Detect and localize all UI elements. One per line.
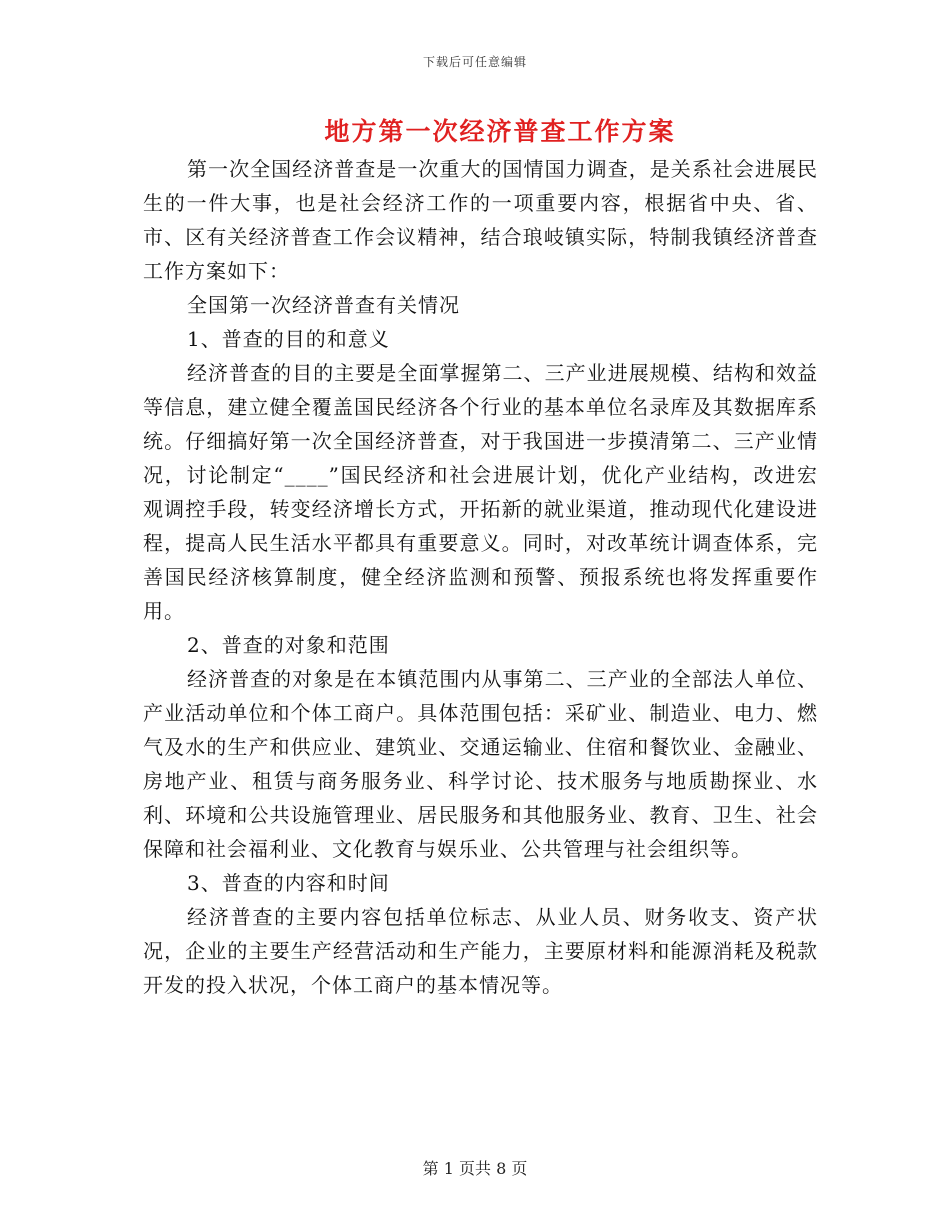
subsection-heading-content: 3、普查的内容和时间 [187,871,390,895]
page-number: 第 1 页共 8 页 [422,1159,528,1178]
document-title: 地方第一次经济普查工作方案 [324,117,676,146]
paragraph-content: 经济普查的主要内容包括单位标志、从业人员、财务收支、资产状况，企业的主要生产经营活动和生产能力，主要原材料和能源消耗及税款开发的投入状况，个体工商户的基本情况等。 [143,905,818,997]
intro-paragraph: 第一次全国经济普查是一次重大的国情国力调查，是关系社会进展民生的一件大事，也是社会经济工作的一项重要内容，根据省中央、省、市、区有关经济普查工作会议精神，结合琅岐镇实际，特制我镇经济普查工作方案如下： [143,157,818,283]
subsection-heading-purpose: 1、普查的目的和意义 [187,327,390,351]
section-heading: 全国第一次经济普查有关情况 [187,293,460,317]
subsection-heading-scope: 2、普查的对象和范围 [187,633,390,657]
header-note: 下载后可任意编辑 [422,55,527,69]
document-body [143,152,818,1002]
paragraph-purpose: 经济普查的目的主要是全面掌握第二、三产业进展规模、结构和效益等信息，建立健全覆盖国民经济各个行业的基本单位名录库及其数据库系统。仔细搞好第一次全国经济普查，对于我国进一步摸清第二、三产业情况，讨论制定“____”国民经济和社会进展计划，优化产业结构，改进宏观调控手段，转变经济增长方式，开拓新的就业渠道，推动现代化建设进程，提高人民生活水平都具有重要意义。同时，对改革统计调查体系，完善国民经济核算制度，健全经济监测和预警、预报系统也将发挥重要作用。 [143,361,818,623]
paragraph-scope: 经济普查的对象是在本镇范围内从事第二、三产业的全部法人单位、产业活动单位和个体工商户。具体范围包括：采矿业、制造业、电力、燃气及水的生产和供应业、建筑业、交通运输业、住宿和餐饮业、金融业、房地产业、租赁与商务服务业、科学讨论、技术服务与地质勘探业、水利、环境和公共设施管理业、居民服务和其他服务业、教育、卫生、社会保障和社会福利业、文化教育与娱乐业、公共管理与社会组织等。 [143,667,818,861]
